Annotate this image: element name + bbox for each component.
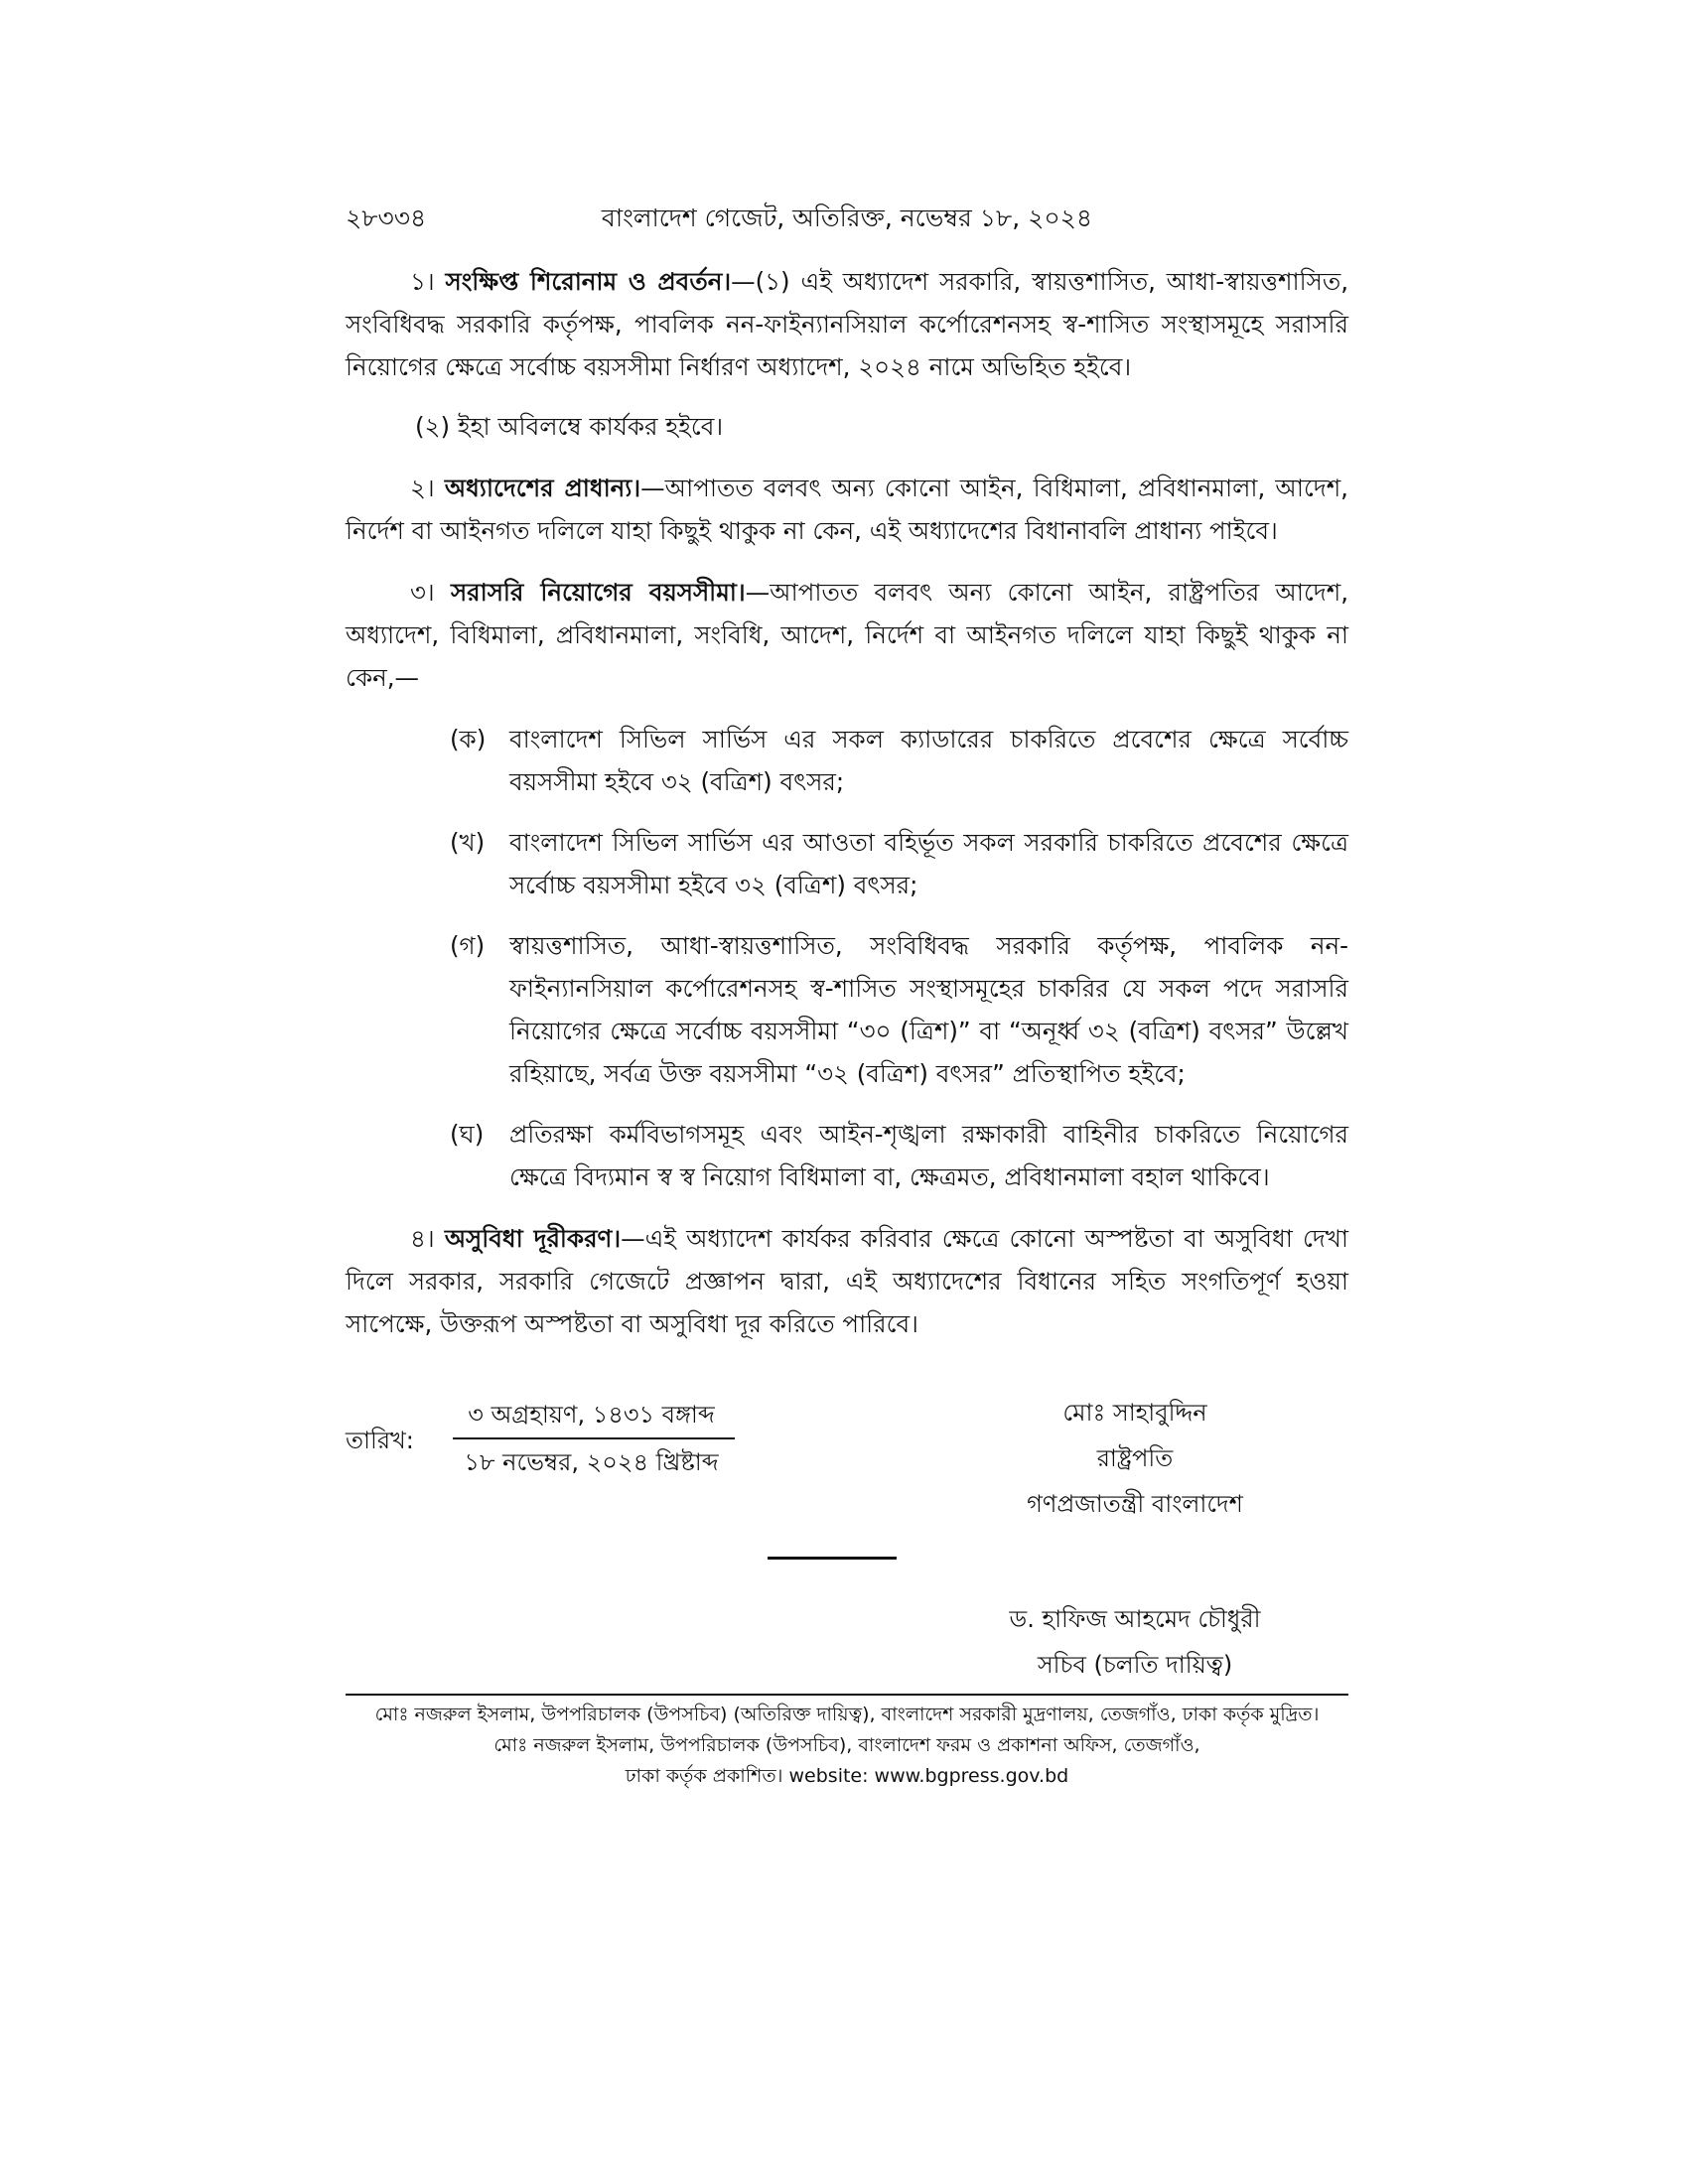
clause-marker: (গ) xyxy=(450,931,486,960)
footer-rule xyxy=(346,1694,1348,1696)
date-divider xyxy=(453,1437,735,1439)
section-3-heading: সরাসরি নিয়োগের বয়সসীমা। xyxy=(450,578,746,607)
date-label: তারিখ: xyxy=(346,1427,414,1454)
clause-gha xyxy=(346,1113,1348,1198)
section-4-text: —এই অধ্যাদেশ কার্যকর করিবার ক্ষেত্রে কোনো অস্পষ্টতা বা অসুবিধা দেখা দিলে সরকার, সরকারি গেজেটে প্রজ্ঞাপন দ্বারা, এই অধ্যাদেশের বিধানের সহিত সংগতিপূর্ণ হওয়া সাপেক্ষে, উক্তরূপ অস্পষ্টতা বা অসুবিধা দূর করিতে পারিবে। xyxy=(346,1224,1348,1338)
president-signature-block xyxy=(971,1390,1299,1527)
clause-text: স্বায়ত্তশাসিত, আধা-স্বায়ত্তশাসিত, সংবিধিবদ্ধ সরকারি কর্তৃপক্ষ, পাবলিক নন-ফাইন্যানসিয়াল কর্পোরেশনসহ স্ব-শাসিত সংস্থাসমূহের চাকরির যে সকল পদে সরাসরি নিয়োগের ক্ষেত্রে সর্বোচ্চ বয়সসীমা “৩০ (ত্রিশ)” বা “অনূর্ধ্ব ৩২ (বত্রিশ) বৎসর” উল্লেখ রহিয়াছে, সর্বত্র উক্ত বয়সসীমা “৩২ (বত্রিশ) বৎসর” প্রতিস্থাপিত হইবে; xyxy=(509,931,1348,1088)
secretary-block xyxy=(971,1596,1299,1688)
section-4-number: ৪। xyxy=(410,1224,435,1253)
secretary-designation: সচিব (চলতি দায়িত্ব) xyxy=(1037,1651,1233,1679)
section-4-heading: অসুবিধা দূরীকরণ। xyxy=(444,1224,622,1253)
separator-rule xyxy=(768,1557,897,1560)
section-1-heading: সংক্ষিপ্ত শিরোনাম ও প্রবর্তন। xyxy=(445,267,732,296)
date-gregorian: ১৮ নভেম্বর, ২০২৪ খ্রিষ্টাব্দ xyxy=(464,1448,719,1476)
date-bangla: ৩ অগ্রহায়ণ, ১৪৩১ বঙ্গাব্দ xyxy=(468,1401,715,1429)
gazette-page xyxy=(346,0,1348,2184)
section-1-text: —(১) এই অধ্যাদেশ সরকারি, স্বায়ত্তশাসিত, আধা-স্বায়ত্তশাসিত, সংবিধিবদ্ধ সরকারি কর্তৃপক্ষ, পাবলিক নন-ফাইন্যানসিয়াল কর্পোরেশনসহ স্ব-শাসিত সংস্থাসমূহে সরাসরি নিয়োগের ক্ষেত্রে সর্বোচ্চ বয়সসীমা নির্ধারণ অধ্যাদেশ, ২০২৪ নামে অভিহিত হইবে। xyxy=(346,267,1348,381)
clause-marker: (খ) xyxy=(450,828,486,857)
clause-marker: (ঘ) xyxy=(450,1120,485,1149)
ordinance-body xyxy=(346,260,1348,1364)
section-2-heading: অধ্যাদেশের প্রাধান্য। xyxy=(444,474,641,502)
clause-text: বাংলাদেশ সিভিল সার্ভিস এর আওতা বহির্ভূত সকল সরকারি চাকরিতে প্রবেশের ক্ষেত্রে সর্বোচ্চ বয়সসীমা হইবে ৩২ (বত্রিশ) বৎসর; xyxy=(509,828,1348,899)
clause-marker: (ক) xyxy=(450,725,487,753)
president-name: মোঃ সাহাবুদ্দিন xyxy=(1062,1399,1207,1427)
clause-ga xyxy=(346,924,1348,1095)
clause-text: বাংলাদেশ সিভিল সার্ভিস এর সকল ক্যাডারের চাকরিতে প্রবেশের ক্ষেত্রে সর্বোচ্চ বয়সসীমা হইবে ৩২ (বত্রিশ) বৎসর; xyxy=(509,725,1348,796)
section-3-clauses xyxy=(346,718,1348,1198)
section-1 xyxy=(346,260,1348,388)
running-header xyxy=(346,199,1348,238)
section-2-number: ২। xyxy=(410,474,435,502)
clause-kha xyxy=(346,821,1348,906)
president-designation: রাষ্ট্রপতি xyxy=(1096,1444,1174,1472)
running-title: বাংলাদেশ গেজেট, অতিরিক্ত, নভেম্বর ১৮, ২০২৪ xyxy=(601,204,1093,232)
country-name: গণপ্রজাতন্ত্রী বাংলাদেশ xyxy=(1027,1490,1243,1518)
section-2-text: —আপাতত বলবৎ অন্য কোনো আইন, বিধিমালা, প্রবিধানমালা, আদেশ, নির্দেশ বা আইনগত দলিলে যাহা কিছুই থাকুক না কেন, এই অধ্যাদেশের বিধানাবলি প্রাধান্য পাইবে। xyxy=(346,474,1348,545)
section-2 xyxy=(346,467,1348,552)
date-block xyxy=(346,1395,763,1494)
section-3-text: —আপাতত বলবৎ অন্য কোনো আইন, রাষ্ট্রপতির আদেশ, অধ্যাদেশ, বিধিমালা, প্রবিধানমালা, সংবিধি, আদেশ, নির্দেশ বা আইনগত দলিলে যাহা কিছুই থাকুক না কেন,— xyxy=(346,578,1349,692)
section-3 xyxy=(346,571,1348,699)
imprint-line-1: মোঃ নজরুল ইসলাম, উপপরিচালক (উপসচিব) (অতিরিক্ত দায়িত্ব), বাংলাদেশ সরকারী মুদ্রণালয়, তেজগাঁও, ঢাকা কর্তৃক মুদ্রিত। xyxy=(374,1704,1320,1725)
section-4 xyxy=(346,1217,1348,1345)
printer-imprint xyxy=(346,1700,1348,1792)
section-1-number: ১। xyxy=(410,267,435,296)
imprint-line-2: মোঃ নজরুল ইসলাম, উপপরিচালক (উপসচিব), বাংলাদেশ ফরম ও প্রকাশনা অফিস, তেজগাঁও, xyxy=(493,1734,1200,1756)
clause-text: প্রতিরক্ষা কর্মবিভাগসমূহ এবং আইন-শৃঙ্খলা রক্ষাকারী বাহিনীর চাকরিতে নিয়োগের ক্ষেত্রে বিদ্যমান স্ব স্ব নিয়োগ বিধিমালা বা, ক্ষেত্রমত, প্রবিধানমালা বহাল থাকিবে। xyxy=(509,1120,1348,1191)
imprint-line-3: ঢাকা কর্তৃক প্রকাশিত। website: www.bgpress.gov.bd xyxy=(625,1765,1069,1787)
secretary-name: ড. হাফিজ আহমেদ চৌধুরী xyxy=(1009,1605,1261,1633)
section-1-subsection-2: (২) ইহা অবিলম্বে কার্যকর হইবে। xyxy=(415,412,724,441)
section-3-number: ৩। xyxy=(410,578,435,607)
clause-ka xyxy=(346,718,1348,803)
page-number: ২৮৩৩৪ xyxy=(346,204,427,232)
